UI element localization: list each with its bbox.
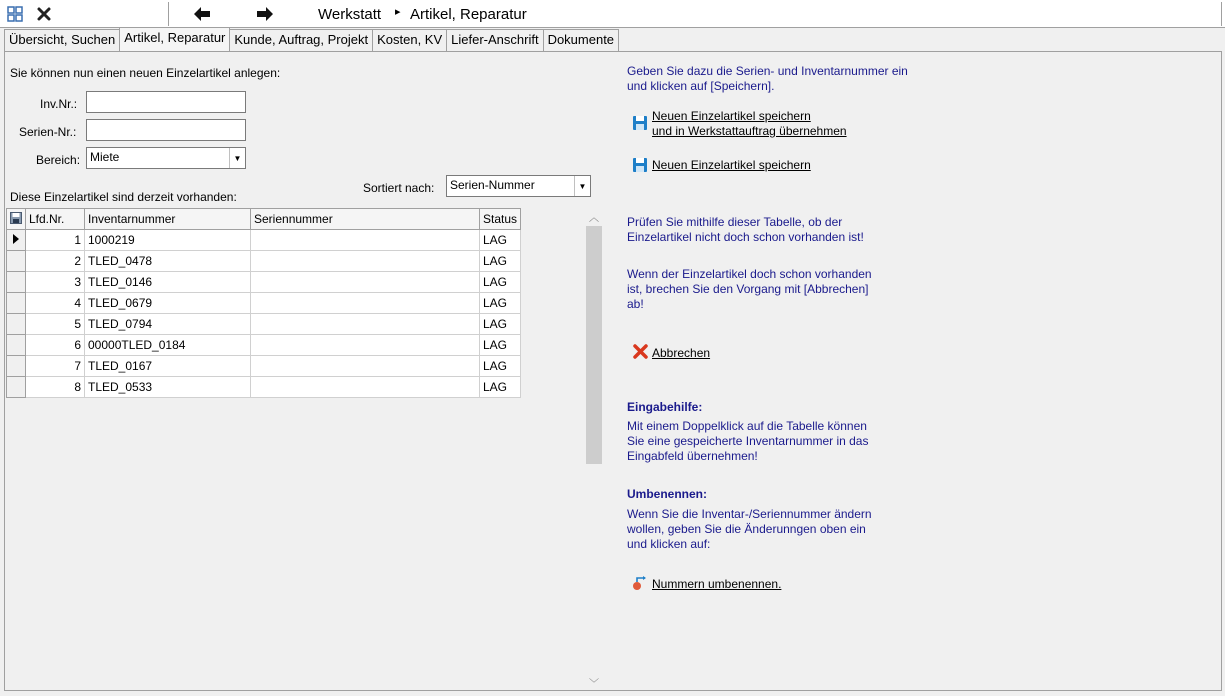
save-link[interactable]: Neuen Einzelartikel speichern [652,158,811,172]
cancel-link[interactable]: Abbrechen [652,346,711,360]
cell-serial[interactable] [251,230,480,251]
cell-serial[interactable] [251,356,480,377]
grid-icon[interactable] [5,4,25,24]
cell-lfdnr[interactable]: 1 [26,230,85,251]
cell-serial[interactable] [251,272,480,293]
row-selector-icon[interactable] [7,230,26,251]
inv-label: Inv.Nr.: [40,97,78,111]
existing-label: Diese Einzelartikel sind derzeit vorhanden: [10,190,237,204]
cell-status[interactable]: LAG [480,251,521,272]
table-row[interactable] [7,293,521,314]
rename-line: wollen, geben Sie die Änderunngen oben ein [627,522,866,536]
tab-overview[interactable]: Übersicht, Suchen [4,29,120,51]
save-and-take-over-link[interactable] [652,109,847,139]
serial-label: Serien-Nr.: [19,125,77,139]
tab-article-repair[interactable]: Artikel, Reparatur [119,27,230,51]
col-header-inventory[interactable]: Inventarnummer [85,209,251,230]
cell-lfdnr[interactable]: 5 [26,314,85,335]
cell-inventory[interactable]: 1000219 [85,230,251,251]
help-intro [627,64,908,94]
rename-title: Umbenennen: [627,487,708,501]
chevron-down-icon[interactable]: ▼ [229,148,245,168]
area-select-value: Miete [90,150,120,164]
save-disk-icon[interactable] [632,157,648,176]
help-intro-line: Geben Sie dazu die Serien- und Inventarnummer ein [627,64,908,78]
cell-status[interactable]: LAG [480,377,521,398]
close-icon[interactable] [34,4,54,24]
cell-serial[interactable] [251,335,480,356]
breadcrumb-current: Artikel, Reparatur [410,6,527,23]
rename-icon[interactable] [632,575,650,594]
cell-inventory[interactable]: TLED_0679 [85,293,251,314]
help-check-line: Prüfen Sie mithilfe dieser Tabelle, ob der [627,215,843,229]
row-selector[interactable] [7,293,26,314]
cell-serial[interactable] [251,314,480,335]
help-check-line: Einzelartikel nicht doch schon vorhanden ist! [627,230,864,244]
cell-lfdnr[interactable]: 3 [26,272,85,293]
save-layout-icon[interactable] [7,209,26,230]
scroll-up-icon[interactable]: ︿ [589,212,599,224]
chevron-down-icon[interactable]: ▼ [574,176,590,196]
intro-text: Sie können nun einen neuen Einzelartikel anlegen: [10,66,281,80]
cell-status[interactable]: LAG [480,272,521,293]
save-and-take-over-line[interactable]: Neuen Einzelartikel speichern [652,109,811,123]
cell-status[interactable]: LAG [480,356,521,377]
row-selector[interactable] [7,272,26,293]
rename-line: und klicken auf: [627,537,711,551]
col-header-lfdnr[interactable]: Lfd.Nr. [26,209,85,230]
help-intro-line: und klicken auf [Speichern]. [627,79,775,93]
table-row[interactable] [7,377,521,398]
input-help-line: Eingabfeld übernehmen! [627,449,758,463]
forward-arrow-icon[interactable] [255,4,275,24]
tab-bar [4,29,618,51]
cell-serial[interactable] [251,293,480,314]
row-selector[interactable] [7,335,26,356]
col-header-status[interactable]: Status [480,209,521,230]
help-exists-line: ist, brechen Sie den Vorgang mit [Abbrechen] [627,282,869,296]
help-exists [627,267,872,312]
scrollbar-thumb[interactable] [586,226,602,464]
cell-lfdnr[interactable]: 2 [26,251,85,272]
cell-status[interactable]: LAG [480,293,521,314]
area-label: Bereich: [36,153,81,167]
breadcrumb-root: Werkstatt [318,6,382,23]
help-exists-line: Wenn der Einzelartikel doch schon vorhanden [627,267,872,281]
table-row[interactable] [7,356,521,377]
cell-lfdnr[interactable]: 6 [26,335,85,356]
save-and-take-over-line[interactable]: und in Werkstattauftrag übernehmen [652,124,847,138]
sort-select[interactable] [446,175,591,197]
save-disk-icon[interactable] [632,115,648,134]
cell-status[interactable]: LAG [480,314,521,335]
scroll-down-icon[interactable]: ﹀ [589,678,599,690]
row-selector[interactable] [7,251,26,272]
table-row[interactable] [7,272,521,293]
cell-inventory[interactable]: TLED_0167 [85,356,251,377]
sort-label: Sortiert nach: [363,181,435,195]
cell-inventory[interactable]: TLED_0794 [85,314,251,335]
cell-inventory[interactable]: TLED_0146 [85,272,251,293]
sort-select-value: Serien-Nummer [450,178,535,192]
cell-inventory[interactable]: TLED_0533 [85,377,251,398]
cell-inventory[interactable]: TLED_0478 [85,251,251,272]
input-help-line: Sie eine gespeicherte Inventarnummer in das [627,434,869,448]
cell-status[interactable]: LAG [480,230,521,251]
cell-serial[interactable] [251,377,480,398]
cell-inventory[interactable]: 00000TLED_0184 [85,335,251,356]
serial-input[interactable] [86,119,246,141]
tab-documents[interactable]: Dokumente [543,29,619,51]
cell-status[interactable]: LAG [480,335,521,356]
cell-lfdnr[interactable]: 8 [26,377,85,398]
rename-link[interactable]: Nummern umbenennen. [652,577,782,591]
article-table[interactable] [6,208,521,398]
row-selector[interactable] [7,314,26,335]
tab-delivery-address[interactable]: Liefer-Anschrift [446,29,543,51]
breadcrumb-separator: ▸ [395,6,401,18]
help-exists-line: ab! [627,297,644,311]
table-row[interactable] [7,314,521,335]
input-help-text [627,419,868,464]
col-header-serial[interactable]: Seriennummer [251,209,480,230]
row-selector[interactable] [7,356,26,377]
inv-input[interactable] [86,91,246,113]
input-help-title: Eingabehilfe: [627,400,703,414]
back-arrow-icon[interactable] [192,4,212,24]
row-selector[interactable] [7,377,26,398]
help-check [627,215,864,245]
cancel-x-icon[interactable] [633,344,648,362]
tab-costs[interactable]: Kosten, KV [372,29,447,51]
input-help-line: Mit einem Doppelklick auf die Tabelle können [627,419,867,433]
cell-lfdnr[interactable]: 7 [26,356,85,377]
table-row[interactable] [7,230,521,251]
table-row[interactable] [7,335,521,356]
table-row[interactable] [7,251,521,272]
cell-serial[interactable] [251,251,480,272]
cell-lfdnr[interactable]: 4 [26,293,85,314]
table-scrollbar[interactable] [586,208,602,690]
rename-line: Wenn Sie die Inventar-/Seriennummer ändern [627,507,872,521]
rename-text [627,507,872,552]
area-select[interactable] [86,147,246,169]
top-toolbar [0,0,1225,28]
tab-customer-order[interactable]: Kunde, Auftrag, Projekt [229,29,373,51]
